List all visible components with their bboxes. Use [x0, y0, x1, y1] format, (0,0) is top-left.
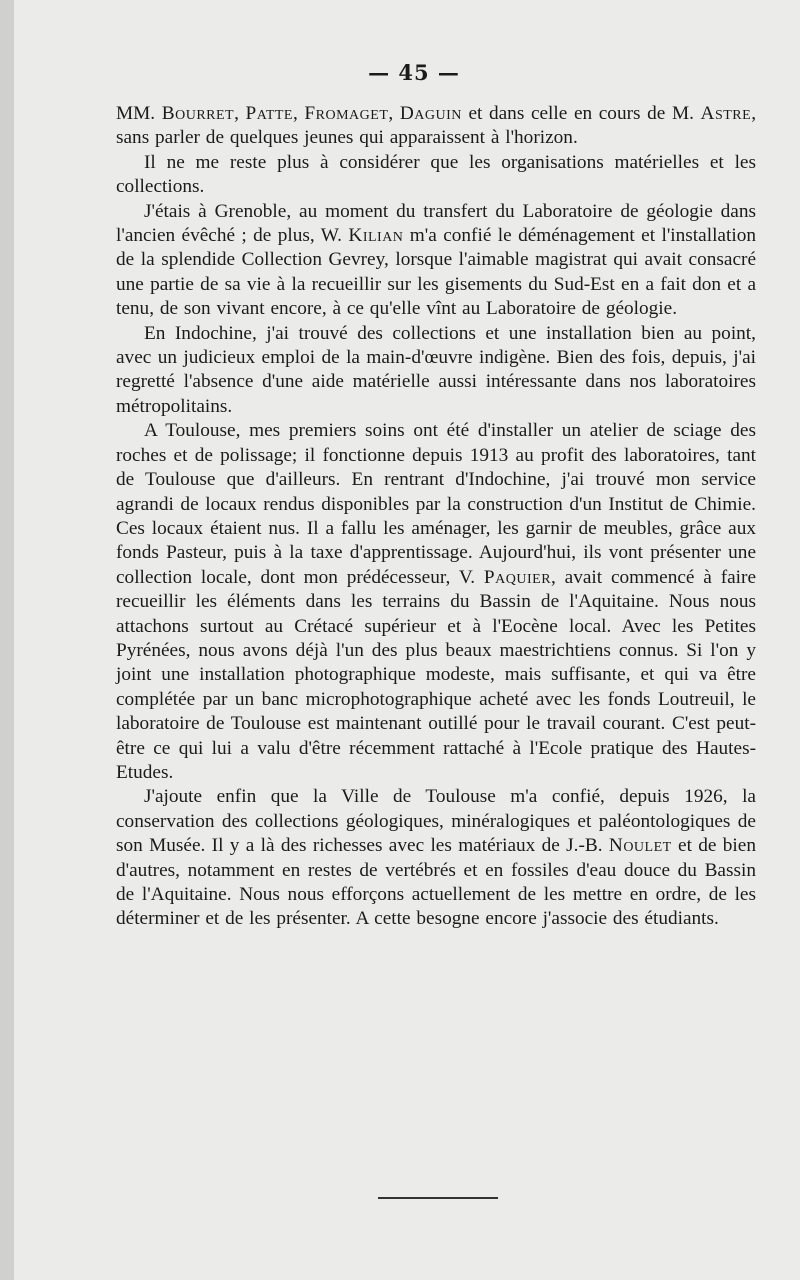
paragraph	[116, 151, 756, 200]
closing-rule	[378, 1197, 498, 1199]
text-segment: , avait commencé à faire recueillir les éléments dans les terrains du Bassin de l'Aquitaine. Nous nous attachons surtout au Crétacé supérieur et à l'Eocène local. Avec les Petites Pyrénées, nous avons déjà l'un des plus beaux maestrichtiens connus. Si l'on y joint une installation photographique modeste, mais suffisante, et qui va être complétée par un banc microphotographique acheté avec les fonds Loutreuil, le laboratoire de Toulouse est maintenant outillé pour le travail courant. C'est peut-être ce qui lui a valu d'être récemment rattaché à l'Ecole pratique des Hautes-Etudes.	[116, 566, 757, 783]
text-segment: ,	[388, 103, 400, 124]
author-name: Astre	[700, 103, 752, 124]
text-segment: J'ajoute enfin que la Ville de Toulouse m'a confié, depuis 1926, la conservation des collections géologiques, minéralogiques et paléontologiques de son Musée. Il y a là des richesses avec les matériaux de J.-B.	[116, 786, 756, 857]
text-segment: A Toulouse, mes premiers soins ont été d'installer un atelier de sciage des roches et de polissage; il fonctionne depuis 1913 au profit des laboratoires, tant de Toulouse que d'ailleurs. En rentrant d'Indochine, j'ai trouvé mon service agrandi de locaux rendus disponibles par la construction d'un Institut de Chimie. Ces locaux étaient nus. Il a fallu les aménager, les garnir de meubles, grâce aux fonds Pasteur, puis à la taxe d'apprentissage. Aujourd'hui, ils vont présenter une collection locale, dont mon prédécesseur, V.	[116, 420, 756, 588]
text-segment: ,	[292, 103, 305, 124]
text-segment: , sans parler de quelques jeunes qui apparaissent à l'horizon.	[116, 103, 757, 149]
text-segment: et dans celle en cours de M.	[461, 103, 701, 124]
text-segment: Il ne me reste plus à considérer que les organisations matérielles et les collections.	[116, 151, 756, 198]
author-name: Daguin	[399, 103, 462, 124]
paragraph	[116, 322, 756, 420]
text-segment: et de bien d'autres, notamment en restes de vertébrés et en fossiles d'eau douce du Bassin de l'Aquitaine. Nous nous efforçons actuellement de les mettre en ordre, de les déterminer et de les présenter. A cette besogne encore j'associe des étudiants.	[116, 835, 756, 930]
text-segment: J'étais à Grenoble, au moment du transfert du Laboratoire de géologie dans l'ancien évêché ; de plus, W.	[116, 200, 756, 247]
text-segment: m'a confié le déménagement et l'installation de la splendide Collection Gevrey, lorsque l'aimable magistrat qui avait consacré une partie de sa vie à la recueillir sur les gisements du Sud-Est en a fait don et a tenu, de son vivant encore, à ce qu'elle vînt au Laboratoire de géologie.	[116, 225, 756, 320]
text-segment: MM.	[116, 103, 162, 124]
body-text	[116, 102, 756, 932]
text-segment: ,	[234, 103, 246, 124]
author-name: Bourret	[161, 103, 235, 124]
paragraph	[116, 785, 756, 931]
page-number: — 45 —	[368, 60, 460, 85]
author-name: Patte	[245, 103, 293, 124]
paragraph	[116, 419, 756, 785]
paragraph	[116, 102, 756, 151]
paragraph	[116, 200, 756, 322]
text-segment: En Indochine, j'ai trouvé des collections et une installation bien au point, avec un judicieux emploi de la main-d'œuvre indigène. Bien des fois, depuis, j'ai regretté l'absence d'une aide matérielle aussi intéressante dans nos laboratoires métropolitains.	[116, 322, 756, 417]
author-name: Paquier	[483, 566, 552, 588]
author-name: Fromaget	[304, 103, 389, 124]
author-name: Kilian	[348, 225, 404, 247]
author-name: Noulet	[608, 835, 672, 857]
